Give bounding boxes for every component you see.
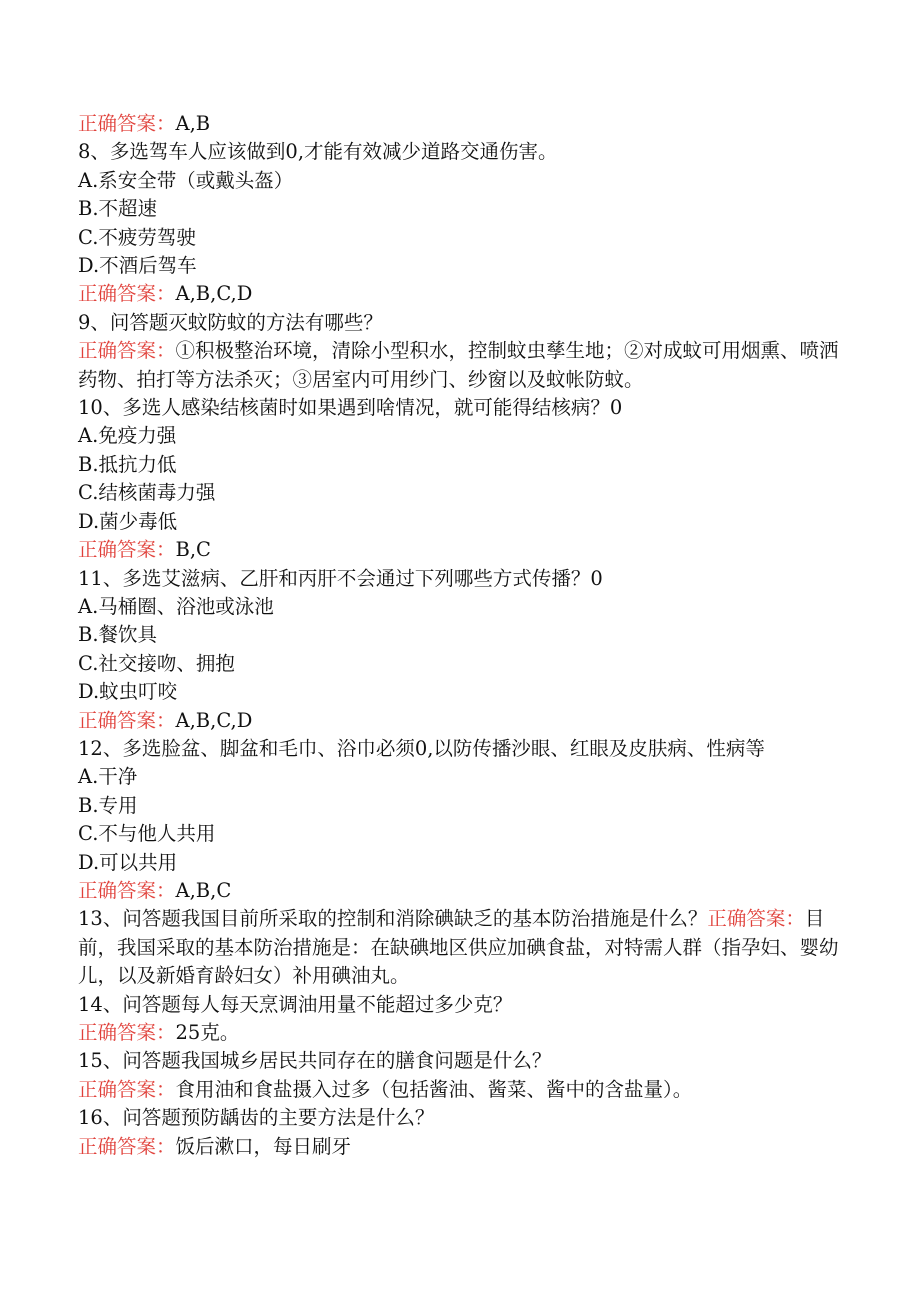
- answer-value: A,B,C,D: [175, 282, 253, 306]
- option-d: D.菌少毒低: [78, 509, 178, 533]
- option-a: A.免疫力强: [78, 424, 177, 448]
- question-text: 12、多选脸盆、脚盆和毛巾、浴巾必须0,以防传播沙眼、红眼及皮肤病、性病等: [78, 736, 765, 760]
- question-text: 16、问答题预防龋齿的主要方法是什么？: [78, 1106, 435, 1130]
- answer-label: 正确答案：: [78, 1134, 176, 1158]
- question-text: 14、问答题每人每天烹调油用量不能超过多少克？: [78, 992, 513, 1016]
- answer-value: A,B: [175, 112, 211, 135]
- document-page: [78, 110, 858, 1161]
- option-c: C.结核菌毒力强: [78, 481, 216, 505]
- answer-value: B,C: [175, 538, 211, 562]
- question-text: 15、问答题我国城乡居民共同存在的膳食问题是什么？: [78, 1049, 552, 1073]
- answer-line: [78, 337, 858, 394]
- option-a: A.系安全带（或戴头盔）: [78, 168, 294, 192]
- option-b: B.抵抗力低: [78, 452, 177, 476]
- option-d: D.不酒后驾车: [78, 254, 197, 278]
- option-b: B.专用: [78, 793, 138, 817]
- option-b: B.餐饮具: [78, 623, 158, 647]
- answer-value: ①积极整治环境，清除小型积水，控制蚊虫孳生地；②对成蚊可用烟熏、喷洒药物、拍打等方法杀灭；③居室内可用纱门、纱窗以及蚊帐防蚊。: [78, 339, 839, 391]
- option-d: D.可以共用: [78, 850, 178, 874]
- option-c: C.不与他人共用: [78, 822, 216, 846]
- answer-value: 目前，我国采取的基本防治措施是：在缺碘地区供应加碘食盐，对特需人群（指孕妇、婴幼儿，以及新婚育龄妇女）补用碘油丸。: [78, 907, 839, 988]
- question-text: 9、问答题灭蚊防蚊的方法有哪些？: [78, 310, 383, 334]
- answer-label: 正确答案：: [78, 282, 176, 306]
- answer-label: 正确答案：: [78, 112, 176, 135]
- answer-label: 正确答案：: [78, 708, 176, 732]
- answer-value: 25克。: [175, 1021, 240, 1044]
- answer-label: 正确答案：: [78, 538, 176, 562]
- answer-value: 饭后漱口，每日刷牙: [175, 1134, 352, 1158]
- answer-line: [78, 1133, 858, 1161]
- question-with-answer: [78, 905, 858, 990]
- option-a: A.马桶圈、浴池或泳池: [78, 594, 274, 618]
- answer-line: [78, 877, 858, 905]
- question-text: 11、多选艾滋病、乙肝和丙肝不会通过下列哪些方式传播？0: [78, 566, 603, 590]
- option-c: C.社交接吻、拥抱: [78, 651, 235, 675]
- answer-label: 正确答案：: [707, 907, 805, 931]
- answer-line: [78, 1019, 858, 1047]
- question-text: 8、多选驾车人应该做到0,才能有效减少道路交通伤害。: [78, 140, 558, 164]
- answer-line: [78, 536, 858, 564]
- question-text: 10、多选人感染结核菌时如果遇到啥情况，就可能得结核病？0: [78, 396, 623, 420]
- answer-line: [78, 1076, 858, 1104]
- answer-value: A,B,C,D: [175, 708, 253, 732]
- answer-label: 正确答案：: [78, 1077, 176, 1101]
- answer-value: A,B,C: [175, 878, 232, 902]
- option-b: B.不超速: [78, 197, 158, 221]
- answer-line: [78, 707, 858, 735]
- answer-label: 正确答案：: [78, 878, 176, 902]
- answer-label: 正确答案：: [78, 339, 176, 363]
- question-text: 13、问答题我国目前所采取的控制和消除碘缺乏的基本防治措施是什么？: [78, 907, 708, 931]
- answer-line: [78, 110, 858, 138]
- option-d: D.蚊虫叮咬: [78, 680, 178, 704]
- answer-value: 食用油和食盐摄入过多（包括酱油、酱菜、酱中的含盐量）。: [175, 1077, 693, 1101]
- answer-label: 正确答案：: [78, 1021, 176, 1044]
- option-a: A.干净: [78, 765, 138, 789]
- option-c: C.不疲劳驾驶: [78, 225, 196, 249]
- answer-line: [78, 280, 858, 308]
